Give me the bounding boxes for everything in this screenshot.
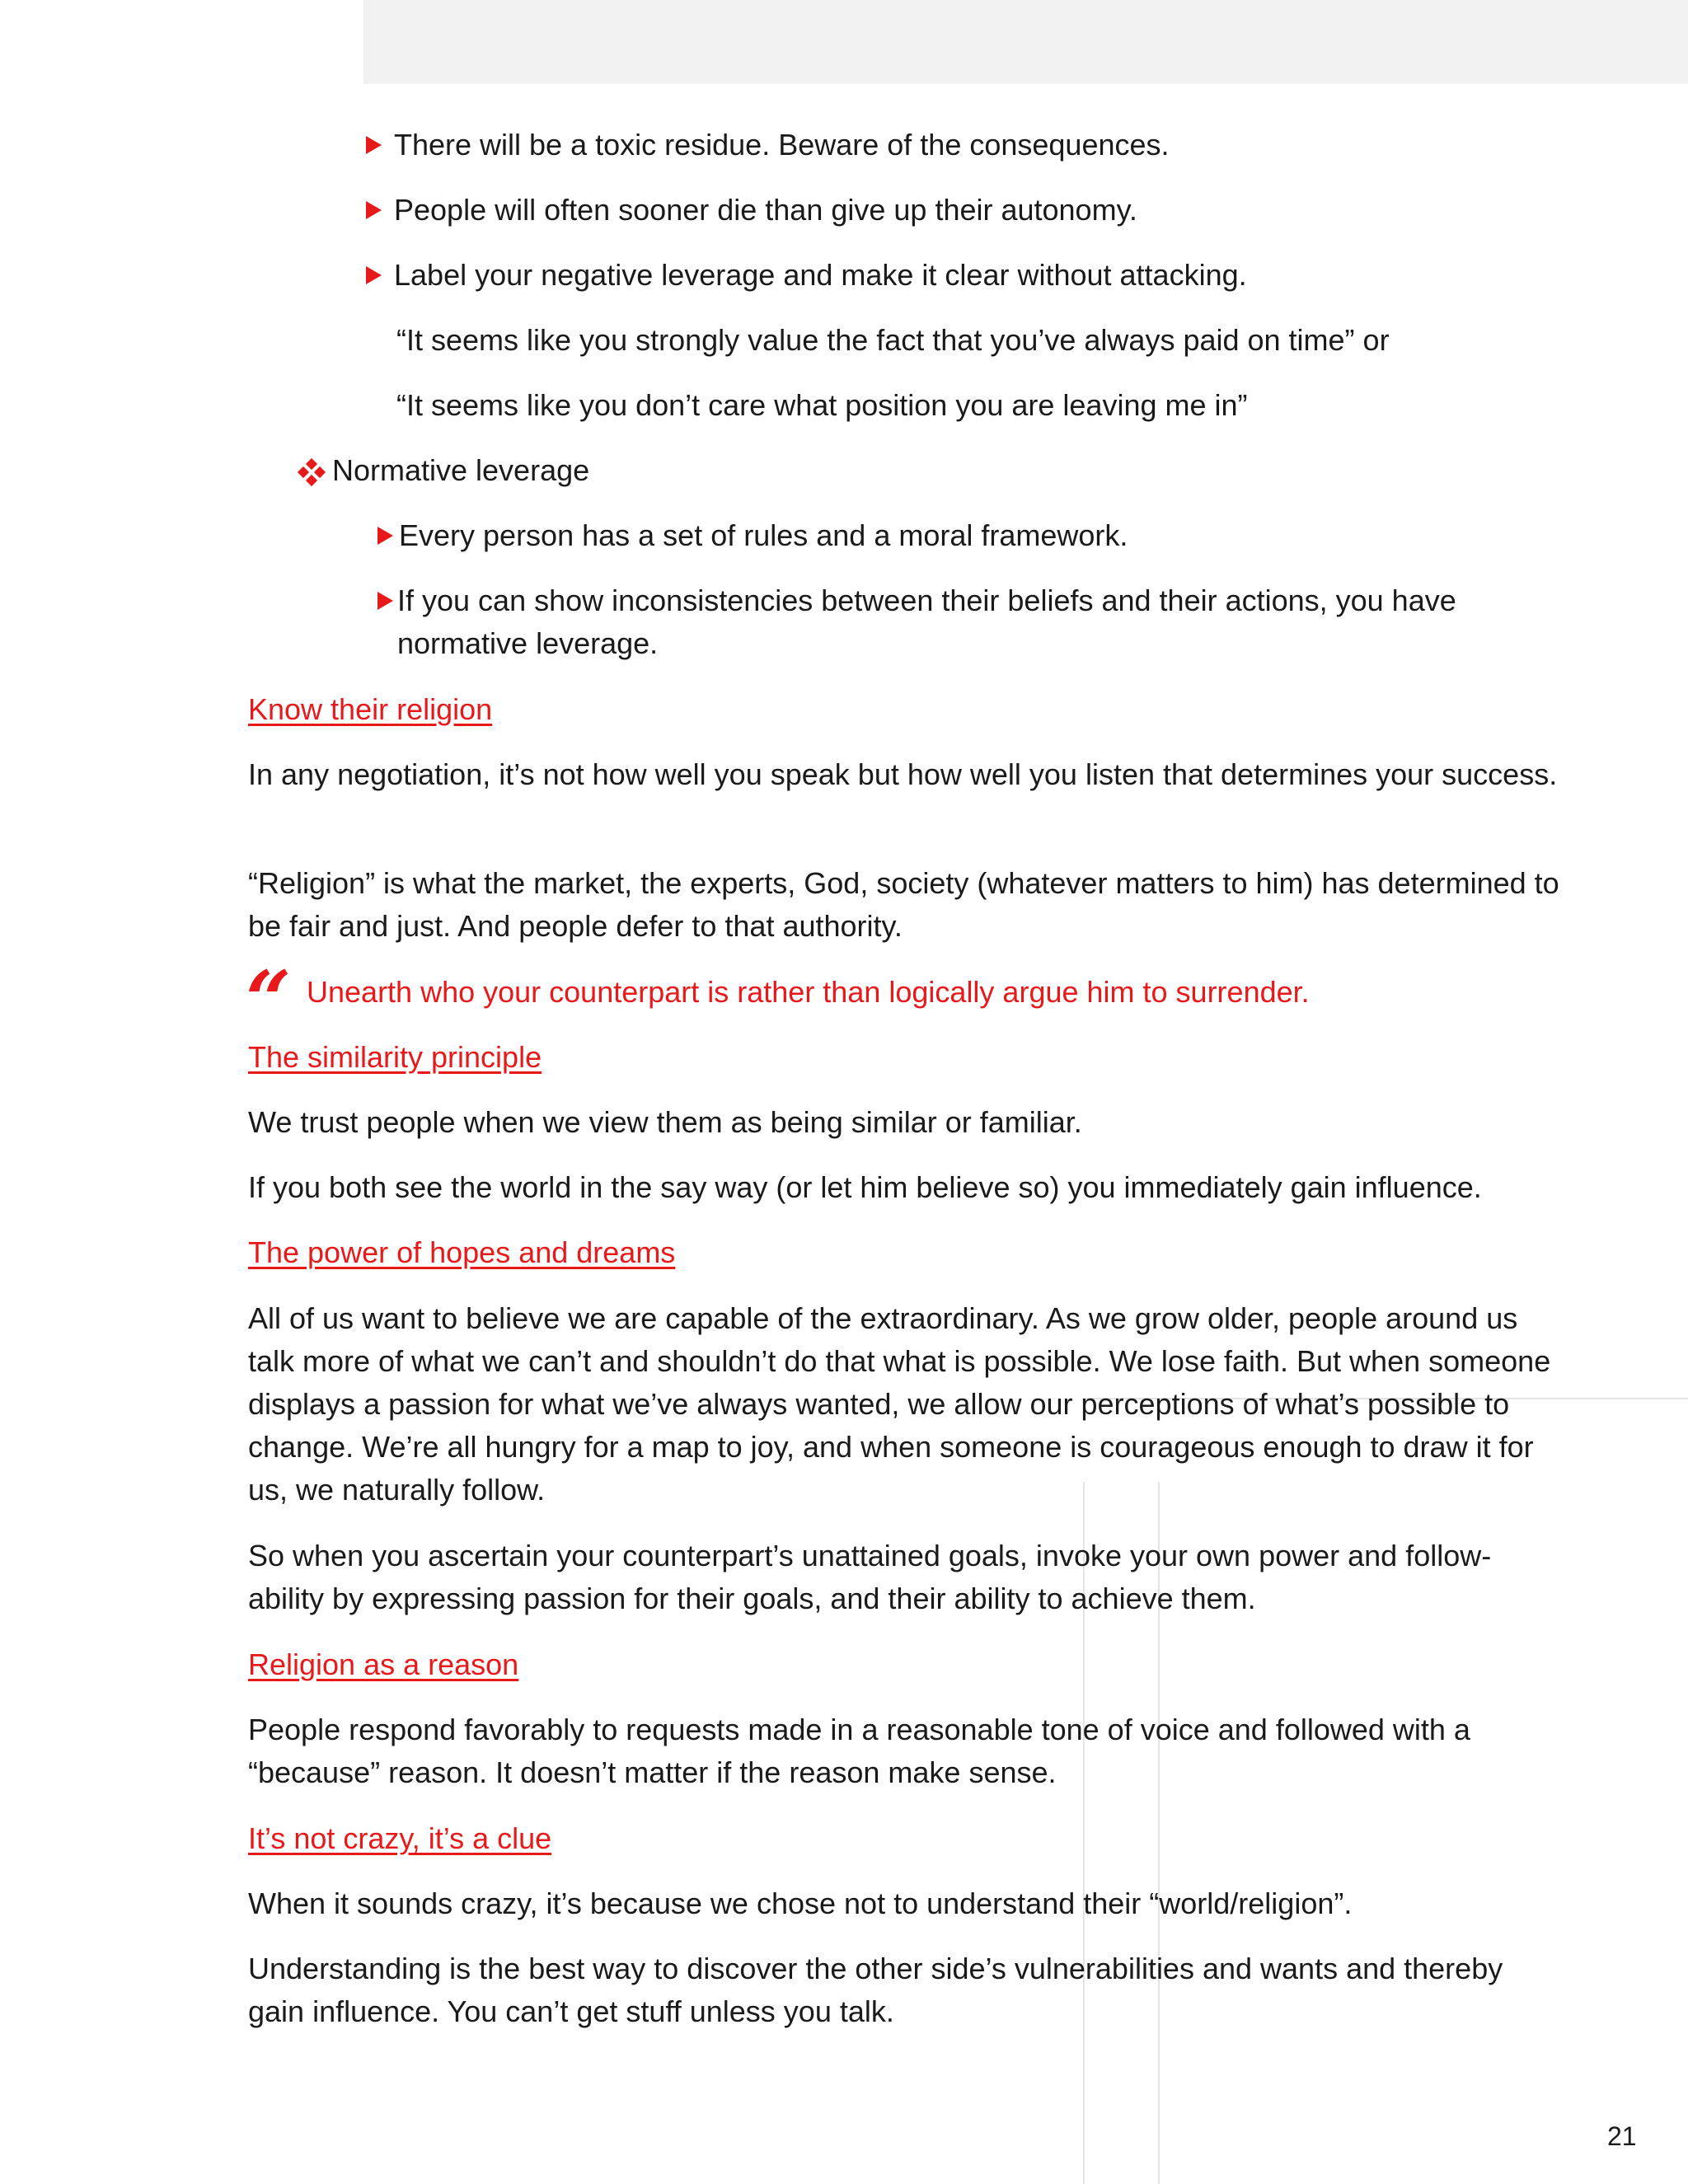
paragraph: We trust people when we view them as being similar or familiar. bbox=[248, 1105, 1082, 1139]
bullet-text: People will often sooner die than give up their autonomy. bbox=[394, 193, 1137, 227]
triangle-bullet-icon bbox=[377, 592, 393, 610]
bullet-text: If you can show inconsistencies between their beliefs and their actions, you have normative leverage. bbox=[397, 583, 1456, 660]
section-heading: Religion as a reason bbox=[248, 1647, 519, 1681]
paragraph: People respond favorably to requests made in a reasonable tone of voice and followed with a “because” reason. It doesn’t matter if the reason make sense. bbox=[248, 1713, 1470, 1789]
quote-mark-icon: “ bbox=[246, 954, 292, 1047]
page-number: 21 bbox=[1607, 2121, 1637, 2151]
triangle-bullet-icon bbox=[377, 527, 393, 545]
section-heading: The power of hopes and dreams bbox=[248, 1235, 676, 1269]
paragraph: All of us want to believe we are capable of the extraordinary. As we grow older, people around us talk more of what we can’t and shouldn’t do that what is possible. We lose faith. But when someone displays a passion for what we’ve always wanted, we allow our perceptions of what’s possible to change. We’re all hungry for a map to joy, and when someone is courageous enough to draw it for us, we naturally follow. bbox=[248, 1301, 1551, 1507]
section-heading: It’s not crazy, it’s a clue bbox=[248, 1821, 552, 1855]
diamond-cluster-icon bbox=[299, 460, 324, 485]
bullet-text: Every person has a set of rules and a moral framework. bbox=[399, 518, 1128, 552]
bullet-text: There will be a toxic residue. Beware of the consequences. bbox=[394, 128, 1170, 162]
paragraph: So when you ascertain your counterpart’s unattained goals, invoke your own power and follow-ability by expressing passion for their goals, and their ability to achieve them. bbox=[248, 1539, 1492, 1615]
example-quote: “It seems like you don’t care what position you are leaving me in” bbox=[396, 388, 1248, 422]
example-quote: “It seems like you strongly value the fact that you’ve always paid on time” or bbox=[396, 323, 1390, 357]
paragraph: Understanding is the best way to discover the other side’s vulnerabilities and wants and thereby gain influence. You can’t get stuff unless you talk. bbox=[248, 1952, 1503, 2028]
section-heading: Know their religion bbox=[248, 692, 493, 726]
triangle-bullet-icon bbox=[366, 136, 382, 154]
paragraph: “Religion” is what the market, the experts, God, society (whatever matters to him) has determined to be fair and just. And people defer to that authority. bbox=[248, 866, 1559, 943]
paragraph: In any negotiation, it’s not how well you speak but how well you listen that determines your success. bbox=[248, 757, 1558, 791]
triangle-bullet-icon bbox=[366, 201, 382, 219]
bullet-text: Label your negative leverage and make it clear without attacking. bbox=[394, 258, 1247, 292]
paragraph: When it sounds crazy, it’s because we chose not to understand their “world/religion”. bbox=[248, 1886, 1353, 1920]
pull-quote: Unearth who your counterpart is rather than logically argue him to surrender. bbox=[307, 975, 1310, 1009]
bullet-text: Normative leverage bbox=[332, 453, 590, 487]
header-band bbox=[363, 0, 1688, 84]
paragraph: If you both see the world in the say way (or let him believe so) you immediately gain influence. bbox=[248, 1170, 1482, 1204]
section-heading: The similarity principle bbox=[248, 1040, 542, 1074]
triangle-bullet-icon bbox=[366, 266, 382, 284]
